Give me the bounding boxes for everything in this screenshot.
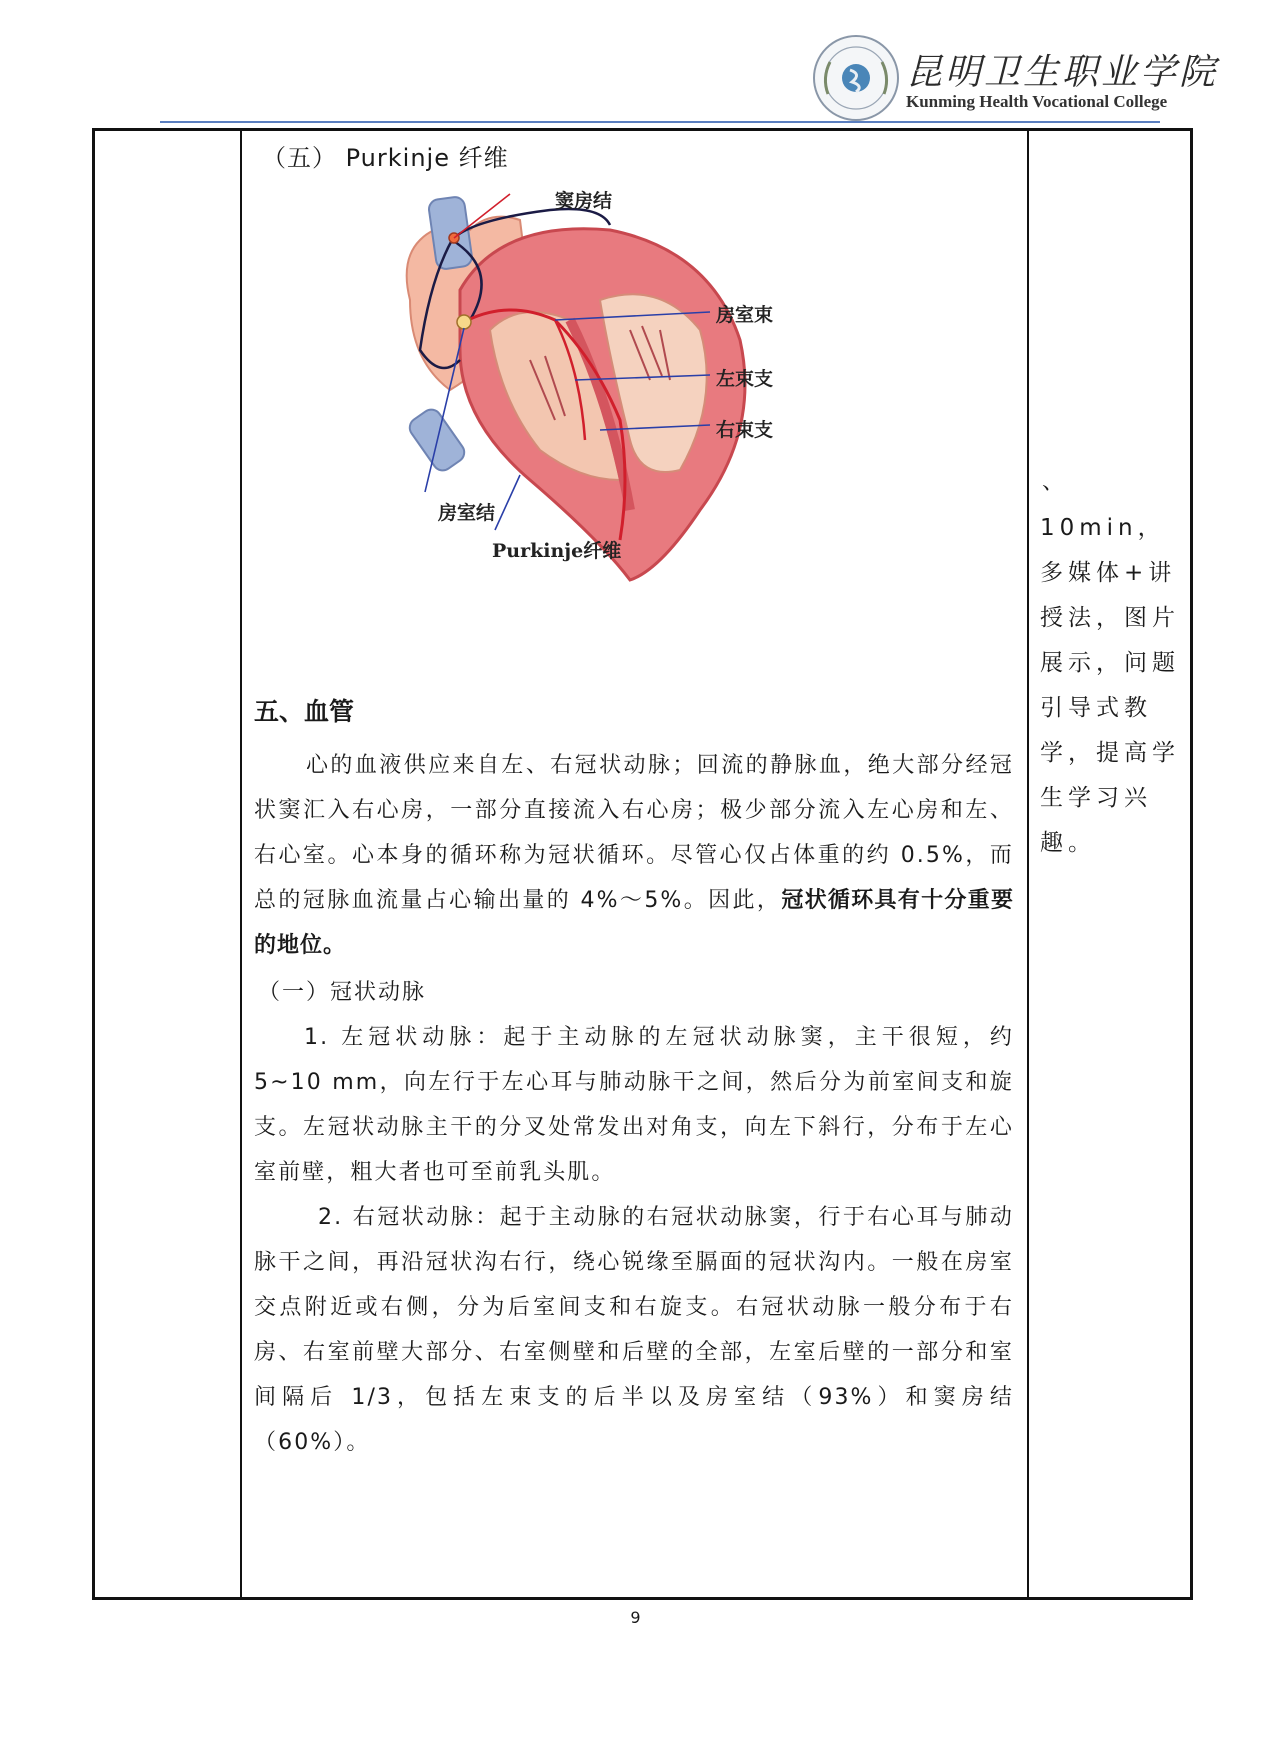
college-name-cn: 昆明卫生职业学院 xyxy=(906,52,1219,93)
label-purkinje-fibers: Purkinje纤维 xyxy=(492,540,622,562)
table-column-divider xyxy=(1027,128,1029,1600)
section-heading-vessels: 五、血管 xyxy=(254,697,355,726)
coronary-artery-heading: （一）冠状动脉 xyxy=(258,980,427,1005)
notes-mark: 、 xyxy=(1042,470,1065,495)
heart-conduction-figure xyxy=(380,180,820,620)
purkinje-subheading: （五） Purkinje 纤维 xyxy=(262,144,509,172)
label-right-bundle-branch: 右束支 xyxy=(716,419,774,441)
label-av-node: 房室结 xyxy=(438,502,496,524)
paragraph-right-coronary: 2. 右冠状动脉：起于主动脉的右冠状动脉窦，行于右心耳与肺动脉干之间，再沿冠状沟右行，绕心锐缘至膈面的冠状沟内。一般在房室交点附近或右侧，分为后室间支和右旋支。右冠状动脉一般分布于右房、右室前壁大部分、右室侧壁和后壁的全部，左室后壁的一部分和室间隔后 1/3，包括左束支的后半以及房室结（93%）和窦房结（60%）。 xyxy=(254,1205,1014,1455)
paragraph-blood-supply-bold: 冠状循环具有十分重要的地位。 xyxy=(254,888,1014,958)
page-number: 9 xyxy=(630,1608,641,1627)
page-header xyxy=(0,0,1271,125)
paragraph-left-coronary: 1. 左冠状动脉：起于主动脉的左冠状动脉窦，主干很短，约 5~10 mm，向左行于左心耳与肺动脉干之间，然后分为前室间支和旋支。左冠状动脉主干的分叉处常发出对角支，向左下斜行，分布于左心室前壁，粗大者也可至前乳头肌。 xyxy=(254,1025,1014,1185)
label-av-bundle: 房室束 xyxy=(716,304,774,326)
paragraph-blood-supply xyxy=(254,743,1014,968)
label-left-bundle-branch: 左束支 xyxy=(716,368,774,390)
label-sinoatrial-node: 窦房结 xyxy=(555,190,613,212)
college-seal-icon xyxy=(812,34,900,122)
header-divider xyxy=(160,121,1160,123)
teaching-method-notes: 10min，多媒体+讲授法，图片展示，问题引导式教学，提高学生学习兴趣。 xyxy=(1040,515,1180,856)
paragraph-blood-supply-text: 心的血液供应来自左、右冠状动脉；回流的静脉血，绝大部分经冠状窦汇入右心房，一部分直接流入右心房；极少部分流入左心房和左、右心室。心本身的循环称为冠状循环。尽管心仅占体重的约 0.5%，而总的冠脉血流量占心输出量的 4%～5%。因此， xyxy=(254,753,1014,913)
college-name-en: Kunming Health Vocational College xyxy=(906,92,1168,111)
table-column-divider xyxy=(240,128,242,1600)
